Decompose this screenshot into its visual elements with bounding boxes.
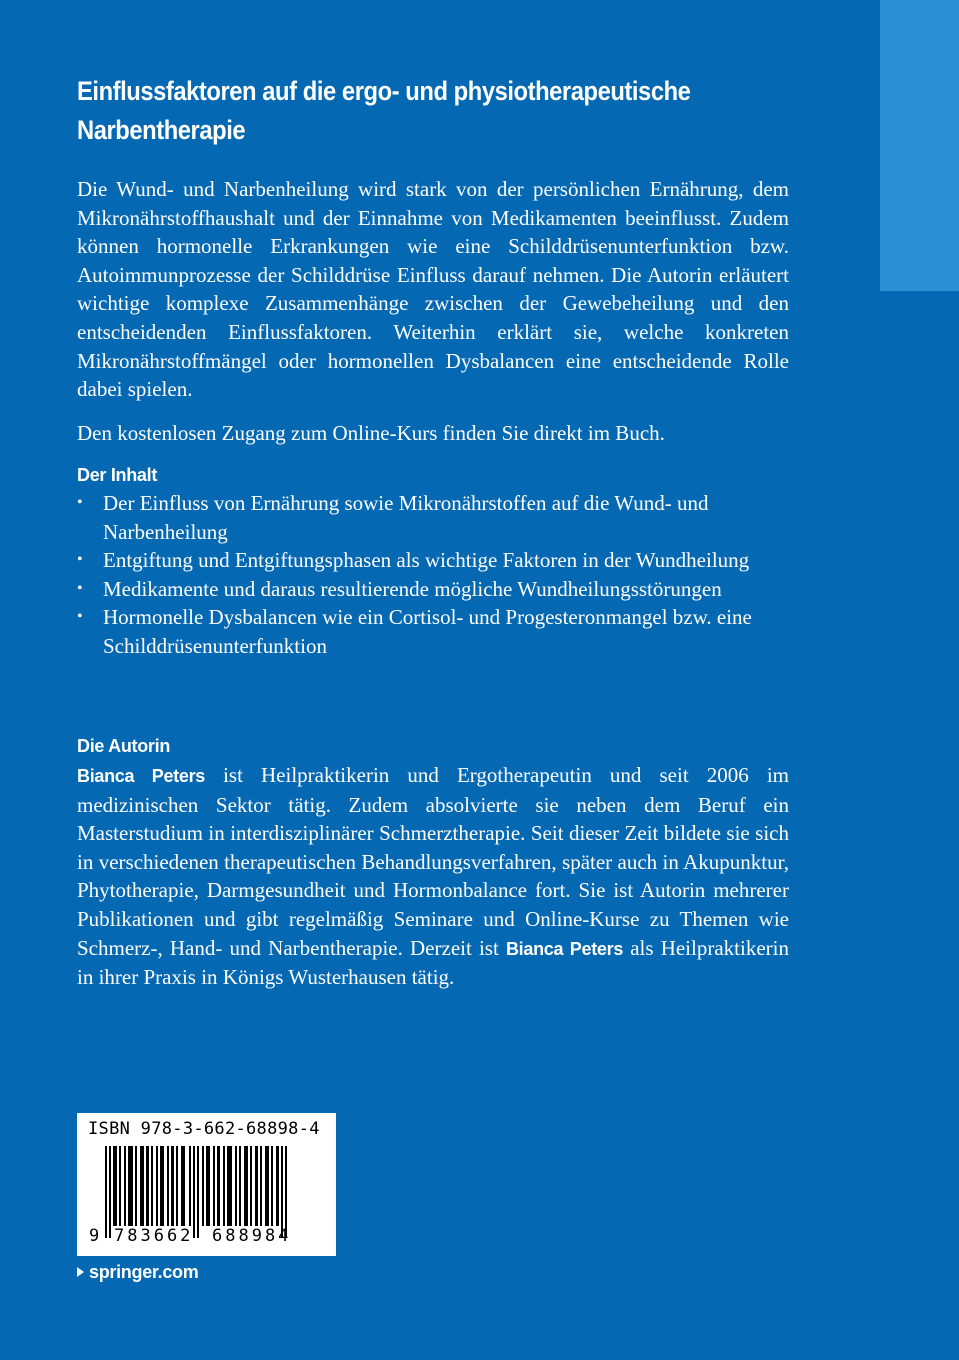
author-text: ist Heilpraktikerin und Ergotherapeutin und seit 2006 im medizinischen Sektor tätig. Zudem absolvierte sie neben dem Beruf ein Masterstudium in interdisziplinärer Schmerztherapie. Seit dieser Zeit bildete sie sich in verschiedenen therapeutischen Behandlungsverfahren, später auch in Akupunktur, Phytotherapie, Darmgesundheit und Hormonbalance fort. Sie ist Autorin mehrerer Publikationen und gibt regelmäßig Seminare und Online-Kurse zu Themen wie Schmerz-, Hand- und Narbentherapie. Derzeit ist — [77, 763, 789, 960]
access-note: Den kostenlosen Zugang zum Online-Kurs finden Sie direkt im Buch. — [77, 421, 665, 445]
barcode-left-group: 783662 — [114, 1226, 194, 1246]
barcode-bars — [105, 1146, 295, 1238]
list-item-text: Medikamente und daraus resultierende mögliche Wundheilungsstörungen — [103, 576, 722, 601]
list-item — [77, 489, 789, 546]
barcode-right-group: 688984 — [212, 1226, 292, 1246]
bullet-icon: • — [77, 494, 83, 511]
bullet-icon: • — [77, 551, 83, 569]
list-item — [77, 546, 789, 575]
author-name: Bianca Peters — [77, 766, 205, 786]
list-item-text: Der Einfluss von Ernährung sowie Mikronährstoffen auf die Wund- und Narbenheilung — [103, 491, 709, 544]
list-item-text: Entgiftung und Entgiftungsphasen als wichtige Faktoren in der Wundheilung — [103, 548, 750, 573]
barcode-first-digit: 9 — [89, 1226, 100, 1246]
content-list — [77, 489, 789, 661]
cover-edge-tab — [880, 0, 959, 291]
arrow-right-icon — [77, 1267, 84, 1277]
bullet-icon: • — [77, 608, 83, 626]
book-title: Einflussfaktoren auf die ergo- und physiotherapeutische Narbentherapie — [77, 76, 691, 145]
publisher-link-text: springer.com — [89, 1262, 199, 1282]
author-text: als Heilpraktikerin in ihrer Praxis in Königs Wusterhausen tätig. — [77, 935, 789, 990]
content-heading: Der Inhalt — [77, 465, 158, 485]
list-item — [77, 575, 789, 604]
bullet-icon: • — [77, 579, 83, 597]
isbn-barcode — [77, 1113, 336, 1256]
author-name: Bianca Peters — [505, 938, 624, 959]
list-item-text: Hormonelle Dysbalancen wie ein Cortisol- und Progesteronmangel bzw. eine Schilddrüsenunterfunktion — [103, 605, 752, 658]
list-item — [77, 603, 789, 660]
author-heading: Die Autorin — [77, 736, 171, 756]
publisher-link[interactable] — [77, 1262, 198, 1283]
isbn-label: ISBN 978-3-662-68898-4 — [88, 1119, 320, 1139]
intro-paragraph: Die Wund- und Narbenheilung wird stark von der persönlichen Ernährung, dem Mikronährstoffhaushalt und der Einnahme von Medikamenten beeinflusst. Zudem können hormonelle Erkrankungen wie eine Schilddrüsenunterfunktion bzw. Autoimmunprozesse der Schilddrüse Einfluss darauf nehmen. Die Autorin erläutert wichtige komplexe Zusammenhänge zwischen der Gewebeheilung und den entscheidenden Einflussfaktoren. Weiterhin erklärt sie, welche konkreten Mikronährstoffmängel oder hormonellen Dysbalancen eine entscheidende Rolle dabei spielen. — [77, 177, 789, 402]
author-paragraph — [77, 761, 789, 992]
